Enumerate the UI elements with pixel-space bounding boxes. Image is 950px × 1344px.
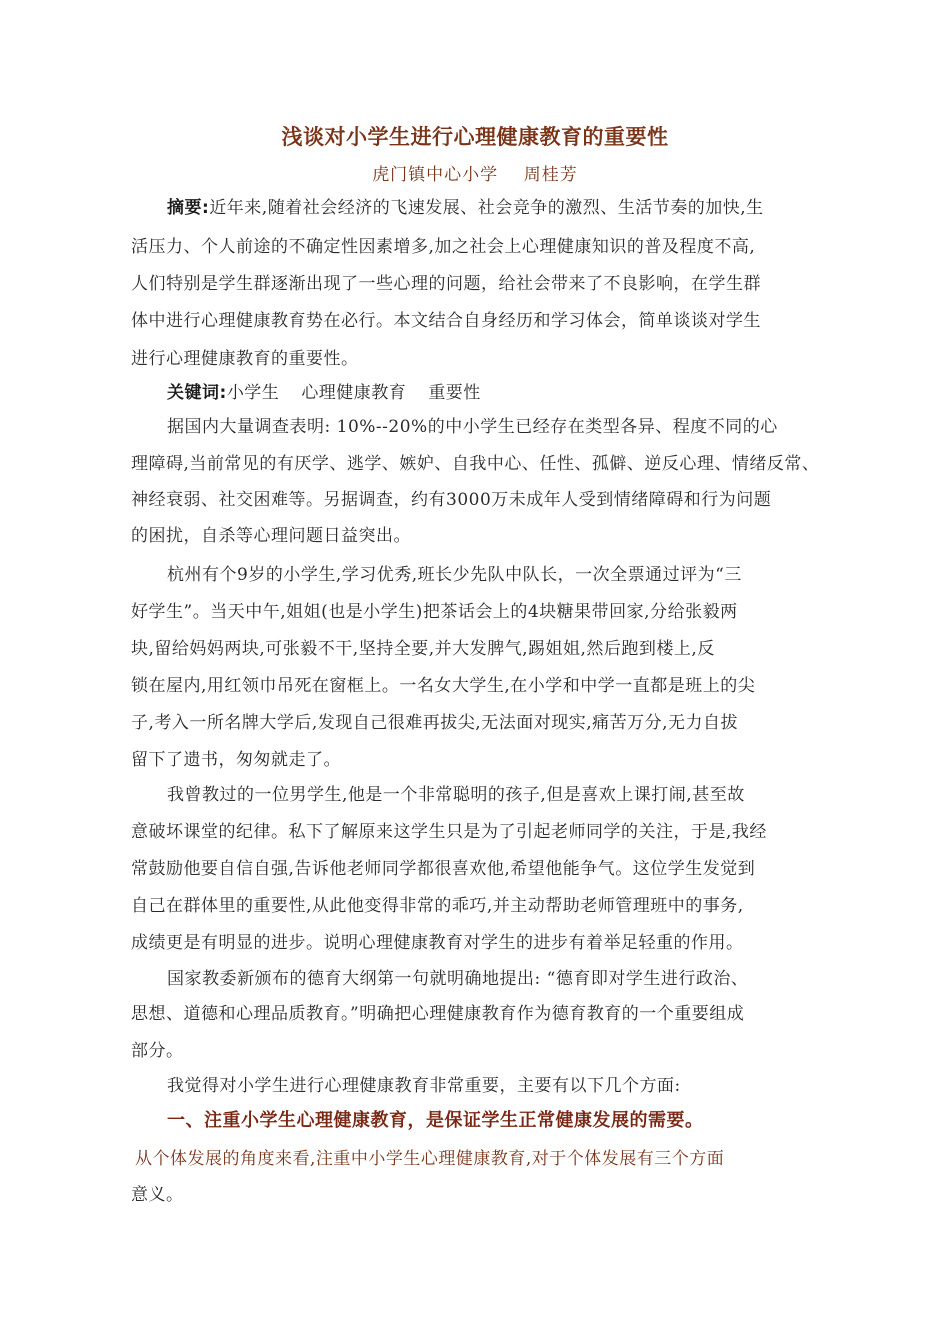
- abstract-line-2: 活压力、个人前途的不确定性因素增多,加之社会上心理健康知识的普及程度不高,: [131, 237, 756, 257]
- paragraph-line: 神经衰弱、社交困难等。另据调查，约有3000万未成年人受到情绪障碍和行为问题: [131, 490, 772, 510]
- paragraph-line: 块,留给妈妈两块,可张毅不干,坚持全要,并大发脾气,踢姐姐,然后跑到楼上,反: [131, 639, 715, 659]
- keyword: 重要性: [428, 383, 481, 403]
- paragraph-line: 成绩更是有明显的进步。说明心理健康教育对学生的进步有着举足轻重的作用。: [131, 933, 744, 953]
- paragraph-line: 意义。: [131, 1185, 184, 1205]
- abstract-label: 摘要:: [167, 198, 210, 218]
- paragraph-line: 锁在屋内,用红领巾吊死在窗框上。一名女大学生,在小学和中学一直都是班上的尖: [131, 676, 756, 696]
- paragraph-line: 从个体发展的角度来看,注重中小学生心理健康教育,对于个体发展有三个方面: [135, 1149, 725, 1169]
- abstract-line-4: 体中进行心理健康教育势在必行。本文结合自身经历和学习体会，简单谈谈对学生: [131, 311, 761, 331]
- paragraph-line: 好学生”。当天中午,姐姐(也是小学生)把茶话会上的4块糖果带回家,分给张毅两: [131, 602, 738, 622]
- paragraph-line: 留下了遗书，匆匆就走了。: [131, 750, 341, 770]
- keyword: 心理健康教育: [301, 383, 407, 403]
- paragraph-line: 思想、道德和心理品质教育。”明确把心理健康教育作为德育教育的一个重要组成: [131, 1004, 745, 1024]
- paragraph-line: 杭州有个9岁的小学生,学习优秀,班长少先队中队长，一次全票通过评为“三: [167, 565, 742, 585]
- page-title: 浅谈对小学生进行心理健康教育的重要性: [281, 125, 669, 149]
- paragraph-line: 意破坏课堂的纪律。私下了解原来这学生只是为了引起老师同学的关注，于是,我经: [131, 822, 767, 842]
- author-byline: 虎门镇中心小学 周桂芳: [372, 165, 578, 185]
- paragraph-line: 子,考入一所名牌大学后,发现自己很难再拔尖,无法面对现实,痛苦万分,无力自拔: [131, 713, 739, 733]
- paragraph-line: 的困扰，自杀等心理问题日益突出。: [131, 526, 411, 546]
- abstract-line-1: 摘要:近年来,随着社会经济的飞速发展、社会竞争的激烈、生活节奏的加快,生: [167, 198, 764, 218]
- abstract-line-5: 进行心理健康教育的重要性。: [131, 349, 359, 369]
- paragraph-line: 理障碍,当前常见的有厌学、逃学、嫉妒、自我中心、任性、孤僻、逆反心理、情绪反常、: [131, 454, 820, 474]
- paragraph-line: 国家教委新颁布的德育大纲第一句就明确地提出: “德育即对学生进行政治、: [167, 969, 749, 989]
- section-heading: 一、注重小学生心理健康教育，是保证学生正常健康发展的需要。: [167, 1110, 704, 1131]
- paragraph-line: 部分。: [131, 1041, 184, 1061]
- paragraph-line: 我曾教过的一位男学生,他是一个非常聪明的孩子,但是喜欢上课打闹,甚至故: [167, 785, 745, 805]
- keywords-line: [167, 383, 481, 403]
- keyword: 小学生: [226, 383, 280, 403]
- abstract-line-3: 人们特别是学生群逐渐出现了一些心理的问题，给社会带来了不良影响，在学生群: [131, 274, 761, 294]
- paragraph-line: 自己在群体里的重要性,从此他变得非常的乖巧,并主动帮助老师管理班中的事务,: [131, 896, 744, 916]
- paragraph-line: 常鼓励他要自信自强,告诉他老师同学都很喜欢他,希望他能争气。这位学生发觉到: [131, 859, 756, 879]
- paragraph-line: 据国内大量调查表明: 10%--20%的中小学生已经存在类型各异、程度不同的心: [167, 417, 778, 437]
- paragraph-line: 我觉得对小学生进行心理健康教育非常重要，主要有以下几个方面:: [167, 1076, 681, 1096]
- keywords-label: 关键词:: [167, 383, 227, 403]
